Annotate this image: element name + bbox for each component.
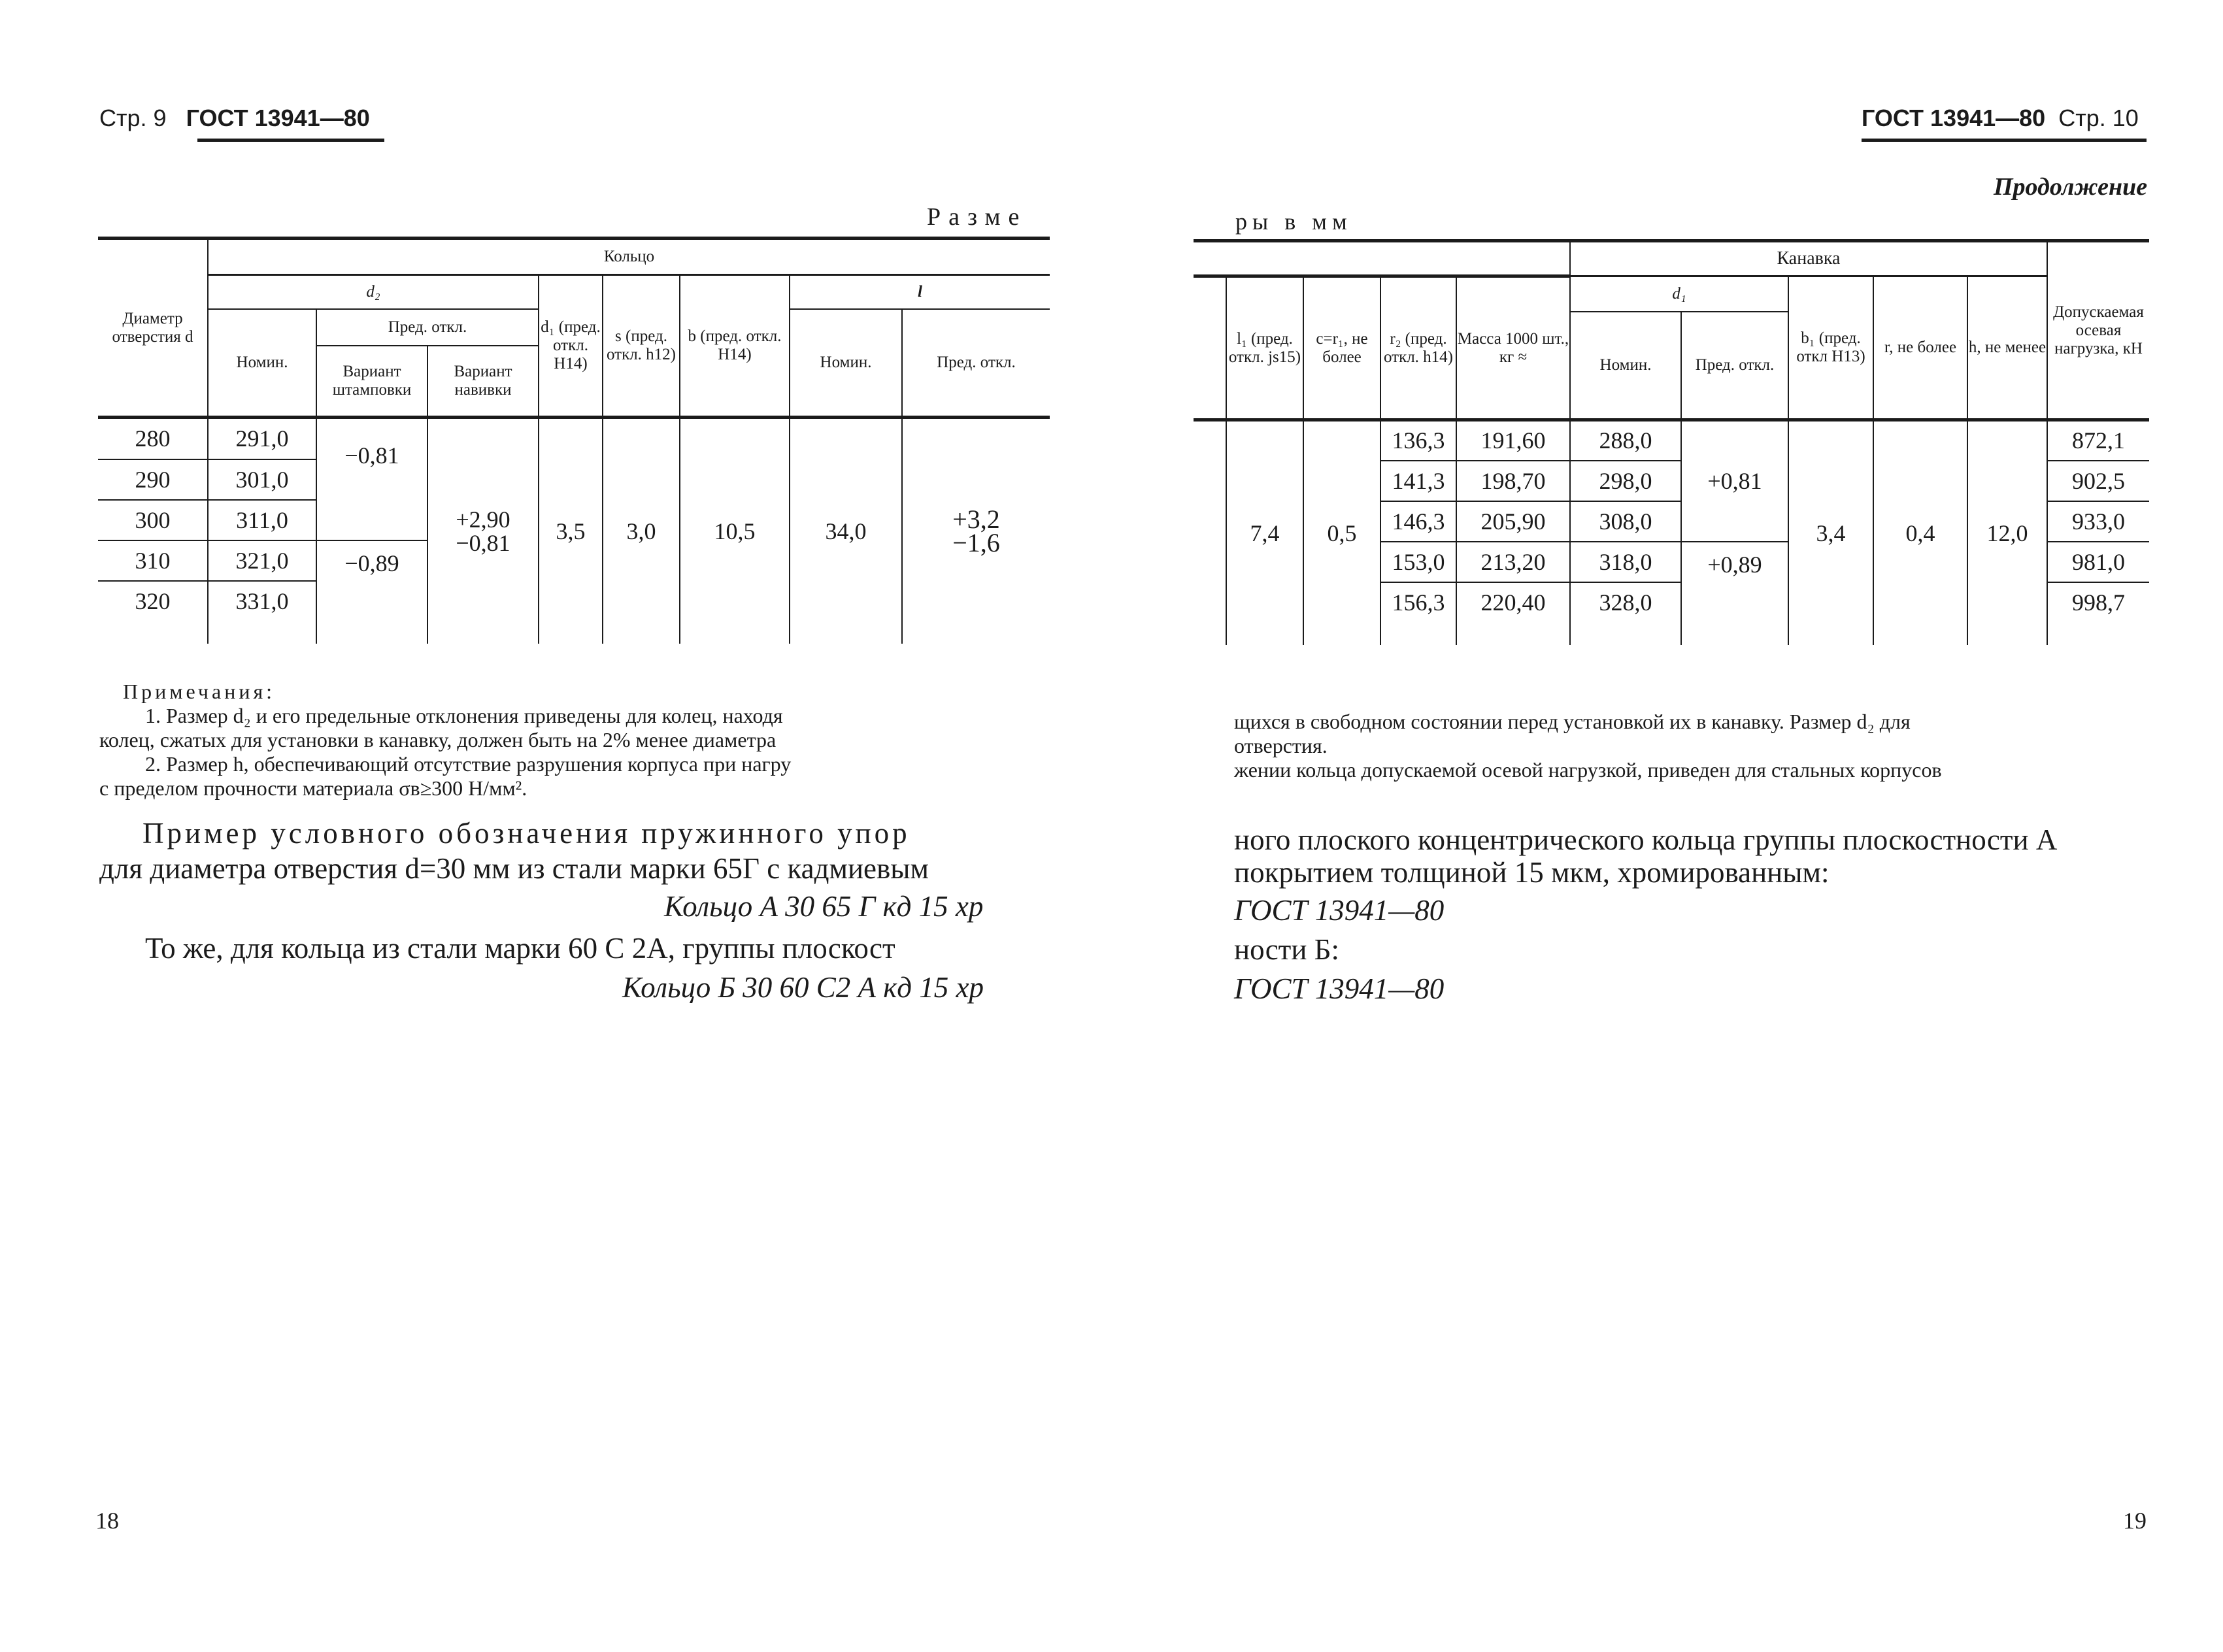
- cell-b: 10,5: [680, 418, 790, 644]
- header-rule: [197, 139, 384, 142]
- col-variant-nav: Вариант навивки: [427, 346, 539, 418]
- cell-nav: +2,90 −0,81: [427, 418, 539, 644]
- cell-nom: 311,0: [208, 500, 316, 540]
- cell-d: 320: [98, 581, 208, 644]
- cell-nom: 298,0: [1570, 461, 1681, 501]
- col-variant-stamp: Вариант штамповки: [316, 346, 427, 418]
- example2a: То же, для кольца из стали марки 60 С 2А, группы плоскост: [145, 932, 895, 965]
- cell-nom: 331,0: [208, 581, 316, 644]
- cell-mass: 213,20: [1456, 542, 1570, 582]
- cell-mass: 220,40: [1456, 582, 1570, 645]
- col-groove: Канавка: [1570, 241, 2047, 276]
- note2a: 2. Размер h, обеспечивающий отсутствие разрушения корпуса при нагру: [145, 752, 792, 776]
- col-load: Допускаемая осевая нагрузка, кН: [2047, 241, 2149, 420]
- cell-s: 3,0: [603, 418, 680, 644]
- cell-stamp-a: −0,81: [316, 418, 427, 540]
- example1b: для диаметра отверстия d=30 мм из стали марки 65Г с кадмиевым: [99, 852, 929, 885]
- left-page-header: [99, 105, 370, 132]
- right-note1b: отверстия.: [1234, 734, 1328, 757]
- cell-stamp-b: −0,89: [316, 540, 427, 644]
- col-l1: l₁ (пред. откл. js15): [1226, 276, 1303, 420]
- left-header-standard: ГОСТ 13941—80: [186, 105, 370, 131]
- cell-nom: 318,0: [1570, 542, 1681, 582]
- col-l: l: [790, 275, 1050, 309]
- cell-d: 300: [98, 500, 208, 540]
- cell-nom: 308,0: [1570, 501, 1681, 542]
- col-b1: b₁ (пред. откл H13): [1788, 276, 1873, 420]
- right-example2a: ности Б:: [1234, 933, 1340, 966]
- cell-d1: 3,5: [539, 418, 603, 644]
- header-gap: [1194, 241, 1570, 276]
- col-b: b (пред. откл. H14): [680, 275, 790, 418]
- note1b: колец, сжатых для установки в канавку, должен быть на 2% менее диаметра: [99, 728, 777, 752]
- right-header-standard: ГОСТ 13941—80: [1862, 105, 2046, 131]
- col-d2: d₂: [208, 275, 539, 309]
- col-nominal: Номин.: [1570, 312, 1681, 420]
- cell-l1: 7,4: [1226, 420, 1303, 645]
- cell-load: 872,1: [2047, 420, 2149, 461]
- cell-nom: 328,0: [1570, 582, 1681, 645]
- body-gap: [1194, 420, 1226, 645]
- col-r2: r₂ (пред. откл. h14): [1380, 276, 1456, 420]
- cell-r2: 136,3: [1380, 420, 1456, 461]
- cell-d: 310: [98, 540, 208, 581]
- cell-d: 290: [98, 459, 208, 500]
- cell-r2: 141,3: [1380, 461, 1456, 501]
- cell-load: 933,0: [2047, 501, 2149, 542]
- example1a: Пример условного обозначения пружинного упор: [142, 817, 911, 850]
- cell-nom: 291,0: [208, 418, 316, 459]
- col-l-nominal: Номин.: [790, 309, 902, 418]
- cell-r2: 153,0: [1380, 542, 1456, 582]
- cell-load: 998,7: [2047, 582, 2149, 645]
- cell-pred-b: +0,89: [1681, 542, 1788, 645]
- cell-pred-a: +0,81: [1681, 420, 1788, 542]
- col-pred-otkl: Пред. откл.: [316, 309, 539, 346]
- col-r: r, не более: [1873, 276, 1967, 420]
- cell-c: 0,5: [1303, 420, 1380, 645]
- right-example2b: ГОСТ 13941—80: [1234, 972, 1445, 1005]
- col-nominal: Номин.: [208, 309, 316, 418]
- cell-r: 0,4: [1873, 420, 1967, 645]
- col-d1: d₁ (пред. откл. H14): [539, 275, 603, 418]
- example2b: Кольцо Б 30 60 С2 А кд 15 хр: [622, 971, 984, 1004]
- continuation-label: Продолжение: [1994, 173, 2148, 201]
- cell-load: 902,5: [2047, 461, 2149, 501]
- cell-h: 12,0: [1967, 420, 2047, 645]
- right-example1a: ного плоского концентрического кольца группы плоскостности А: [1234, 823, 2058, 856]
- col-l-pred: Пред. откл.: [937, 353, 1016, 371]
- left-page-label: Стр. 9: [99, 105, 167, 131]
- col-mass: Масса 1000 шт., кг ≈: [1456, 276, 1570, 420]
- cell-mass: 205,90: [1456, 501, 1570, 542]
- right-note1a: щихся в свободном состоянии перед установкой их в канавку. Размер d₂ для: [1234, 710, 1911, 733]
- right-table: [1194, 239, 2149, 645]
- cell-mass: 198,70: [1456, 461, 1570, 501]
- left-table-caption: Разме: [927, 203, 1028, 231]
- cell-r2: 156,3: [1380, 582, 1456, 645]
- cell-load: 981,0: [2047, 542, 2149, 582]
- col-s: s (пред. откл. h12): [603, 275, 680, 418]
- col-d1: d₁: [1570, 276, 1788, 312]
- header-rule: [1862, 139, 2147, 142]
- col-c: c=r₁, не более: [1303, 276, 1380, 420]
- col-ring: Кольцо: [208, 239, 1050, 275]
- cell-nom: 301,0: [208, 459, 316, 500]
- cell-r2: 146,3: [1380, 501, 1456, 542]
- left-table: [98, 237, 1050, 644]
- note1a: 1. Размер d₂ и его предельные отклонения приведены для колец, находя: [145, 704, 783, 727]
- col-diameter: Диаметр отверстия d: [98, 239, 208, 418]
- right-table-caption: ры в мм: [1235, 208, 1352, 235]
- notes-title: Примечания:: [123, 680, 276, 703]
- right-note2: жении кольца допускаемой осевой нагрузкой, приведен для стальных корпусов: [1234, 758, 1942, 782]
- cell-nom: 321,0: [208, 540, 316, 581]
- cell-nom: 288,0: [1570, 420, 1681, 461]
- cell-mass: 191,60: [1456, 420, 1570, 461]
- right-page-label: Стр. 10: [2058, 105, 2139, 131]
- left-page-number: 18: [95, 1508, 119, 1534]
- cell-d: 280: [98, 418, 208, 459]
- col-h: h, не менее: [1967, 276, 2047, 420]
- header-gap: [1194, 276, 1226, 420]
- right-example1b: покрытием толщиной 15 мкм, хромированным:: [1234, 856, 1830, 889]
- right-page-header: [1862, 105, 2139, 132]
- right-page-number: 19: [2123, 1508, 2147, 1534]
- right-example1c: ГОСТ 13941—80: [1234, 894, 1445, 927]
- note2b: с пределом прочности материала σв≥300 Н/мм².: [99, 776, 527, 800]
- example1c: Кольцо А 30 65 Г кд 15 хр: [664, 890, 984, 923]
- cell-b1: 3,4: [1788, 420, 1873, 645]
- col-pred: Пред. откл.: [1681, 312, 1788, 420]
- cell-l-pred: +3,2 −1,6: [902, 418, 1050, 644]
- cell-l-nom: 34,0: [790, 418, 902, 644]
